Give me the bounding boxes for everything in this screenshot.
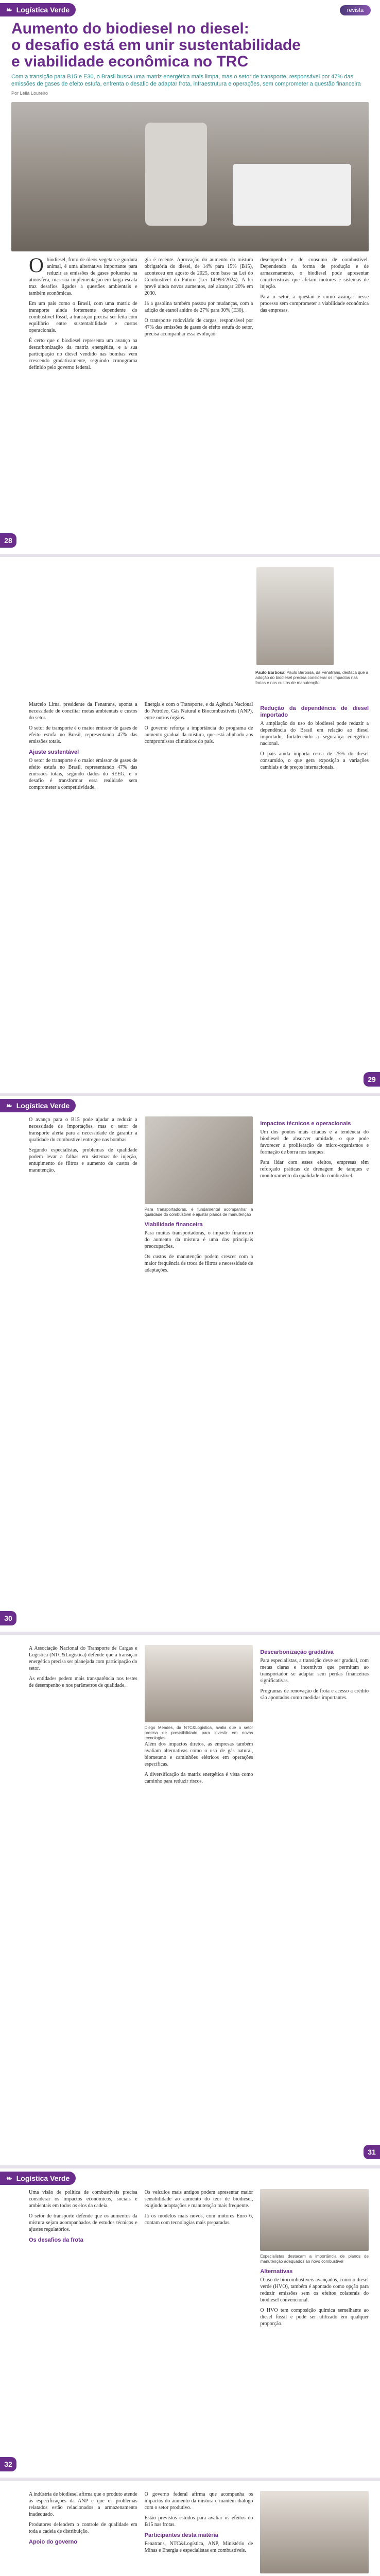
article-title: Aumento do biodiesel no diesel: o desafio está em unir sustentabilidade e viabilidade econômica no TRC xyxy=(11,20,301,70)
subhead-alternativas: Alternativas xyxy=(260,2268,293,2275)
subhead-impactos: Impactos técnicos e operacionais xyxy=(260,1121,351,1127)
column-3: Especialistas destacam a importância de planos de manutenção adequados ao novo combustível Alternativas O uso de biocombustíveis avançados, como o diesel verde (HVO), também é apontado como opção para reduzir emissões sem os efeitos colaterais do biodiesel convencional. O HVO tem composição química semelhante ao diesel fóssil e pode ser utilizado em qualquer proporção. xyxy=(260,2189,369,2331)
portrait-caption: Paulo Barbosa: Paulo Barbosa, da Fenatrans, destaca que a adoção do biodiesel precisa considerar os impactos nas frotas e nos custos de manutenção. xyxy=(255,670,369,685)
column-1: Obiodiesel, fruto de óleos vegetais e gordura animal, é uma alternativa importante para reduzir as emissões de gases poluentes na atmosfera, mas sua implementação em larga escala traz desafios ligados a questões ambientais e também econômicas. Em um país como o Brasil, com uma matriz de transporte ainda fortemente dependente do combustível fóssil, a transição precisa ser feita com equilíbrio entre sustentabilidade e custos operacionais. É certo que o biodiesel representa um avanço na descarbonização da matriz energética, e a sua participação no diesel vendido nas bombas vem crescendo gradativamente, seguindo cronograma definido pelo governo federal. xyxy=(29,253,137,370)
subhead-reducao: Redução da dependência de diesel importado xyxy=(260,705,369,718)
byline: Por Leila Loureiro xyxy=(11,91,48,96)
column-1: A Associação Nacional do Transporte de Cargas e Logística (NTC&Logística) defende que a transição energética precisa ser planejada com participação do setor. As entidades pedem mais transparência nos testes de desempenho e nos parâmetros de qualidade. xyxy=(29,1646,137,1688)
hero-photo xyxy=(11,102,369,251)
section-tag: ❧ Logística Verde xyxy=(0,3,76,16)
column-1: Marcelo Lima, presidente da Fenatrans, aponta a necessidade de conciliar metas ambientais e custos do setor. O setor de transporte é o maior emissor de gases de efeito estufa no Brasil, representando 47% das emissões totais. Ajuste sustentável O setor de transporte é o maior emissor de gases de efeito estufa no Brasil, representando 47% das emissões totais, segundo dados do SEEG, e o desafio é transformar essa realidade sem comprometer a competitividade. xyxy=(29,702,137,790)
leaf-icon: ❧ xyxy=(6,5,12,14)
page-number: 28 xyxy=(0,533,16,548)
text-columns xyxy=(0,2481,380,2576)
column-2: gia é recente. Aprovação do aumento da mistura obrigatória do diesel, de 14% para 15% (B15), aconteceu em agosto de 2025, com base na Lei do Combustível do Futuro (Lei 14.993/2024). A lei prevê ainda novos aumentos, até alcançar 20% em 2030. Já a gasolina também passou por mudanças, com a adição de etanol anidro de 27% para 30% (E30). O transporte rodoviário de cargas, responsável por 47% das emissões de gases de efeito estufa do setor, precisa acompanhar essa evolução. xyxy=(144,257,253,337)
page-30 xyxy=(0,1096,380,1632)
column-1: O avanço para o B15 pode ajudar a reduzir a necessidade de importações, mas o setor de transporte alerta para a necessidade de garantir a qualidade do combustível entregue nas bombas. Segundo especialistas, problemas de qualidade podem levar a falhas em sistemas de injeção, entupimento de filtros e aumento de custos de manutenção. xyxy=(29,1117,137,1173)
column-2: O governo federal afirma que acompanha os impactos do aumento da mistura e mantém diálogo com o setor produtivo. Estão previstos estudos para avaliar os efeitos do B15 nas frotas. Participantes desta matéria Fenatrans, NTC&Logística, ANP, Ministério de Minas e Energia e especialistas em combustíveis. xyxy=(144,2492,253,2553)
subhead-apoio: Apoio do governo xyxy=(29,2539,78,2545)
column-3 xyxy=(260,2491,369,2576)
leaf-icon: ❧ xyxy=(6,2174,12,2182)
column-2: Os veículos mais antigos podem apresentar maior sensibilidade ao aumento do teor de biodiesel, exigindo adaptações e manutenção mais frequente. Já os modelos mais novos, com motores Euro 6, contam com tecnologias mais preparadas. xyxy=(144,2190,253,2226)
column-3: Impactos técnicos e operacionais Um dos pontos mais citados é a tendência do biodiesel de absorver umidade, o que pode favorecer a proliferação de micro-organismos e formação de borra nos tanques. Para lidar com esses efeitos, empresas têm reforçado práticas de drenagem de tanques e monitoramento da qualidade do combustível. xyxy=(260,1121,369,1179)
truck-illustration xyxy=(233,164,351,226)
article-subtitle: Com a transição para B15 e E30, o Brasil busca uma matriz energética mais limpa, mas o setor de transporte, responsável por 47% das emissões de gases de efeito estufa, enfrenta o desafio de adaptar frota, infraestrutura e operações, sem comprometer a questão financeira xyxy=(11,74,361,87)
page-31 xyxy=(0,1635,380,2165)
fuel-nozzle-illustration xyxy=(145,123,207,226)
text-columns xyxy=(0,1116,380,1277)
page-header xyxy=(0,1096,380,1116)
column-3: desempenho e de consumo de combustível. Dependendo da forma de produção e de armazenamento, o biodiesel pode apresentar características que afetam motores e sistemas de injeção. Para o setor, a questão é como avançar nesse processo sem comprometer a viabilidade econômica das empresas. xyxy=(260,257,369,313)
section-tag: ❧ Logística Verde xyxy=(0,1099,76,1112)
portrait-photo xyxy=(260,2491,369,2573)
column-2: Energia e com o Transporte, e da Agência Nacional do Petróleo, Gás Natural e Biocombustíveis (ANP), entre outros órgãos. O governo reforça a importância do programa de aumento gradual da mistura, que está alinhado aos compromissos climáticos do país. xyxy=(144,702,253,744)
leaf-icon: ❧ xyxy=(6,1101,12,1110)
magazine-logo: revista xyxy=(340,5,371,15)
page-header xyxy=(0,2168,380,2189)
portrait-photo xyxy=(260,2189,369,2251)
text-columns xyxy=(0,2189,380,2331)
page-29 xyxy=(0,557,380,1093)
page-number: 31 xyxy=(364,2145,380,2159)
subhead-desafios: Os desafios da frota xyxy=(29,2237,83,2243)
text-columns xyxy=(0,253,380,375)
column-1: A indústria de biodiesel afirma que o produto atende às especificações da ANP e que os problemas relatados estão relacionados a armazenamento inadequado. Produtores defendem o controle de qualidade em toda a cadeia de distribuição. Apoio do governo xyxy=(29,2492,137,2545)
photo-caption: Para transportadoras, é fundamental acompanhar a qualidade do combustível e ajustar planos de manutenção xyxy=(144,1207,253,1217)
portrait-photo xyxy=(256,567,334,665)
subhead-descarbonizacao: Descarbonização gradativa xyxy=(260,1649,334,1655)
page-33 xyxy=(0,2481,380,2576)
photo-caption: Especialistas destacam a importância de planos de manutenção adequados ao novo combustível xyxy=(260,2254,369,2264)
page-number: 30 xyxy=(0,1611,16,1625)
portrait-photo xyxy=(145,1645,253,1722)
column-2: Diego Mendes, da NTC&Logística, avalia que o setor precisa de previsibilidade para investir em novas tecnologias Além dos impactos diretos, as empresas também avaliam alternativas como o uso de gás natural, biometano e caminhões elétricos em operações específicas. A diversificação da matriz energética é vista como caminho para reduzir riscos. xyxy=(145,1645,253,1788)
column-3: Redução da dependência de diesel importado A ampliação do uso do biodiesel pode reduzir a dependência do Brasil em relação ao diesel importado, fortalecendo a segurança energética nacional. O país ainda importa cerca de 25% do diesel consumido, o que gera exposição a variações cambiais e de preços internacionais. xyxy=(260,705,369,770)
page-number: 29 xyxy=(364,1072,380,1087)
text-columns xyxy=(0,1635,380,1788)
page-number: 32 xyxy=(0,2457,16,2471)
column-2: Para transportadoras, é fundamental acompanhar a qualidade do combustível e ajustar planos de manutenção Viabilidade financeira Para muitas transportadoras, o impacto financeiro do aumento da mistura é uma das principais preocupações. Os custos de manutenção podem crescer com a maior frequência de troca de filtros e necessidade de adaptações. xyxy=(145,1116,253,1277)
page-header xyxy=(0,0,380,21)
article-photo xyxy=(145,1116,253,1204)
page-32 xyxy=(0,2168,380,2478)
column-3: Descarbonização gradativa Para especialistas, a transição deve ser gradual, com metas claras e incentivos que permitam ao transportador se adaptar sem perdas financeiras significativas. Programas de renovação de frota e acesso a crédito são apontados como medidas importantes. xyxy=(260,1649,369,1701)
subhead-ajuste: Ajuste sustentável xyxy=(29,749,79,755)
column-1: Uma visão de política de combustíveis precisa considerar os impactos econômicos, sociais e ambientais em todos os elos da cadeia. O setor de transporte defende que os aumentos da mistura sejam acompanhados de estudos técnicos e ajustes regulatórios. Os desafios da frota xyxy=(29,2190,137,2243)
page-28 xyxy=(0,0,380,554)
photo-caption: Diego Mendes, da NTC&Logística, avalia que o setor precisa de previsibilidade para investir em novas tecnologias xyxy=(144,1725,253,1740)
section-tag: ❧ Logística Verde xyxy=(0,2172,76,2185)
dropcap: O xyxy=(29,253,44,277)
subhead-viabilidade: Viabilidade financeira xyxy=(144,1222,203,1228)
subhead-participantes: Participantes desta matéria xyxy=(144,2532,218,2538)
